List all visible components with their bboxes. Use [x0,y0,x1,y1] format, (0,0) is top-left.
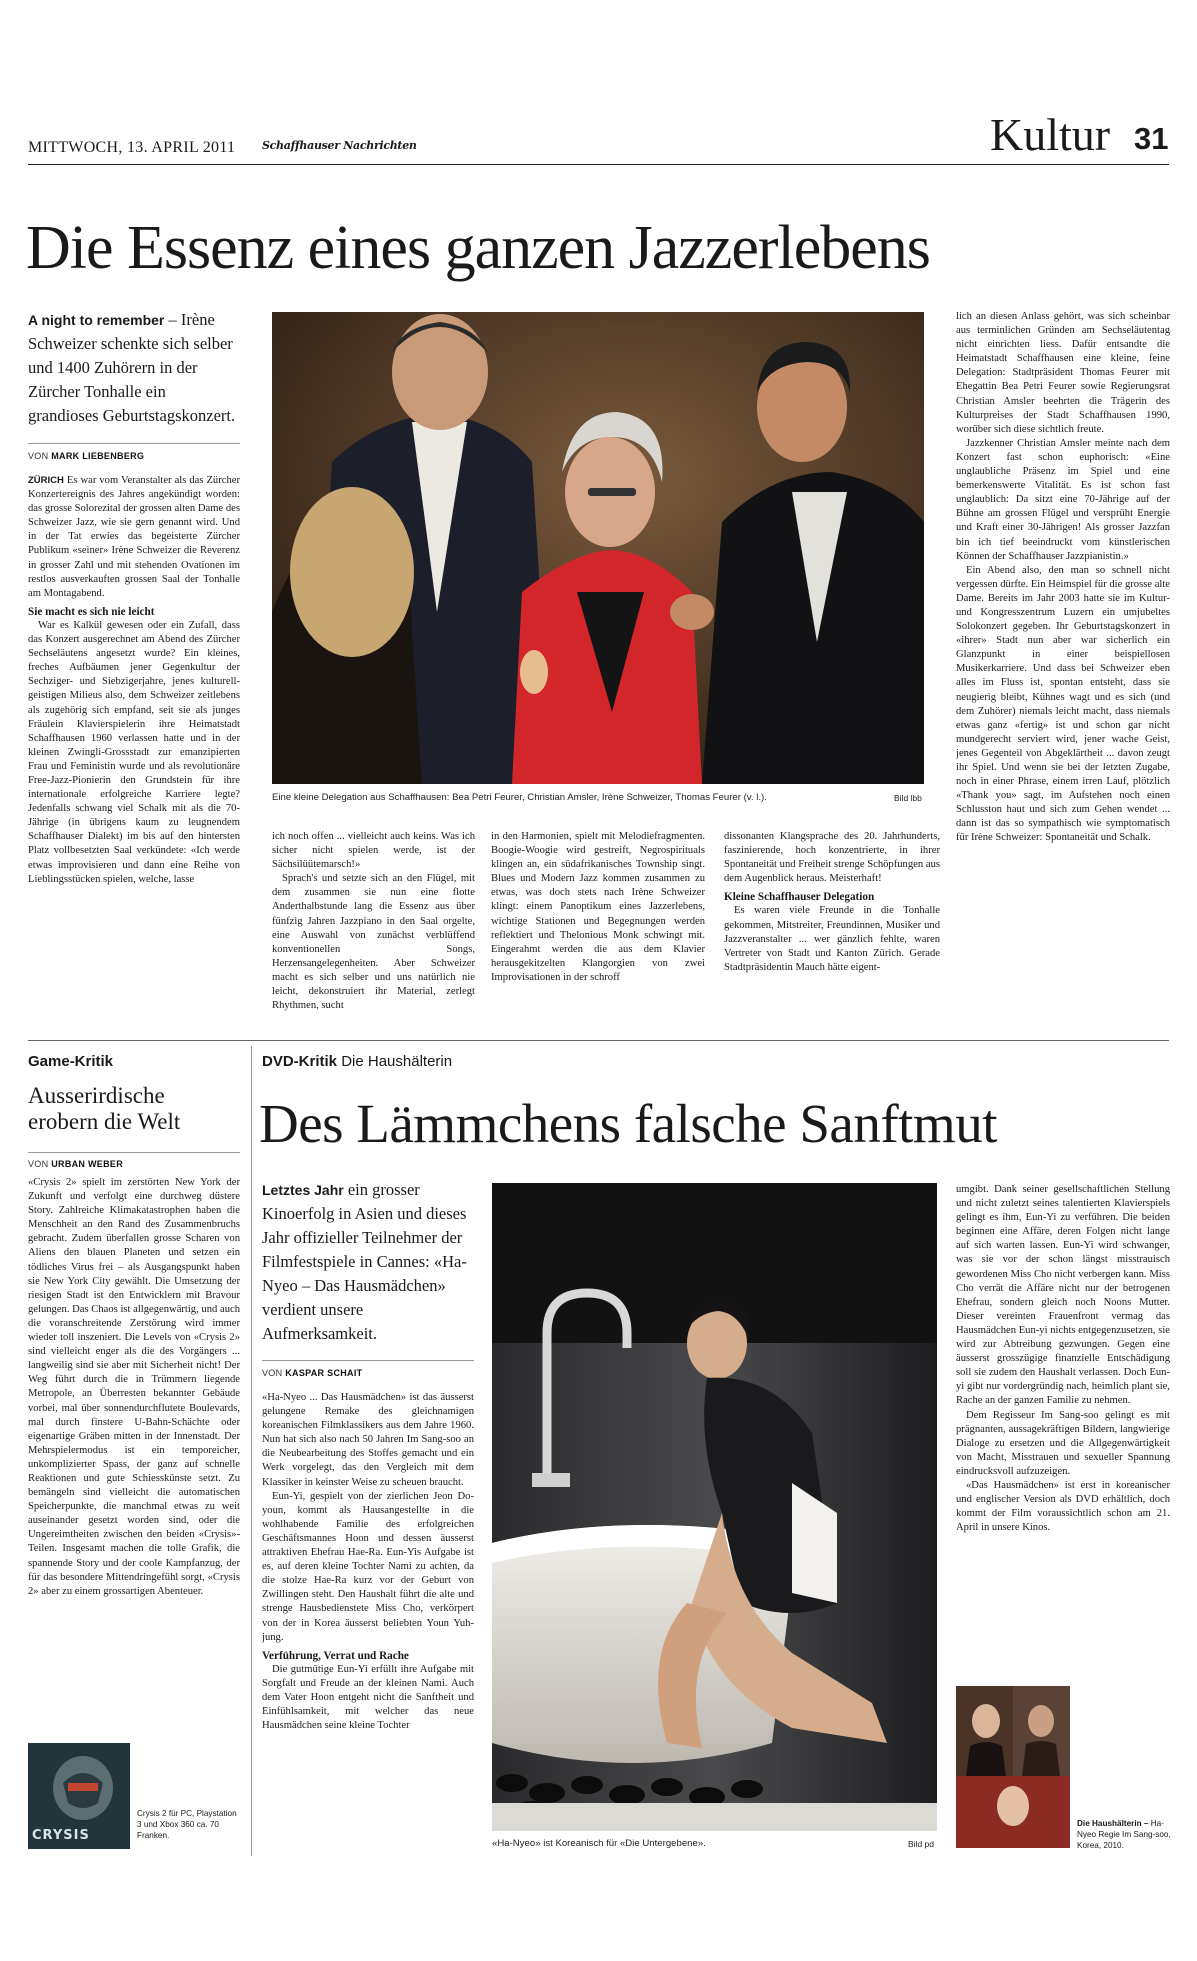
dvd-cover-art [956,1686,1070,1848]
article-column-2 [272,830,475,1030]
crysis-logo: CRYSIS [32,1828,90,1843]
paragraph: Es waren viele Freunde in die Tonhalle gekommen, Mitstreiter, Freundinnen, Musiker und Jazzveranstalter ... wer gänzlich fehlte, waren Vertreter von Stadt und Kanton Zürich. Gerade Stadtpräsidentin Mauch hätte eigent- [724,905,940,973]
dvd-cover [956,1686,1070,1848]
paragraph: dissonanten Klangsprache des 20. Jahrhunderts, faszinierende, hoch konzentrierte, in ihrer Spontaneität und Freiheit strenge Schöpfungen aus dem Augenblick heraus. Meisterhaft! [724,831,940,885]
paragraph: Dem Regisseur Im Sang-soo gelingt es mit prägnanten, aussagekräftigen Bildern, langwierige Dialoge zu ersetzen und die Allgegenwärtigkeit von Macht, Misstrauen und sexueller Spannung eindrucksvoll aufzuzeigen. [956,1409,1170,1477]
paragraph [28,474,240,601]
byline-prefix: VON [262,1368,286,1378]
author: MARK LIEBENBERG [51,451,145,461]
paragraph: Sprach's und setzte sich an den Flügel, mit dem zusammen sie nun eine flotte Anderthalbstunde lang die Essenz aus über fünfzig Jahren Jazzpiano in den Saal orgelte, eine Auswahl von zunächst verblüffend konventionellen Songs, Herzensangelegenheiten. Aber Schweizer macht es sich selber und uns natürlich nie leicht, dekonstruiert ihr Material, zerlegt Rhythmen, sucht [272,873,475,1012]
game-image-caption: Crysis 2 für PC, Playstation 3 und Xbox 360 ca. 70 Franken. [137,1809,237,1840]
dvd-cover-caption [1077,1818,1171,1851]
delegation-photo-art [272,312,924,784]
paragraph: Eun-Yi, gespielt von der zierlichen Jeon Do-youn, kommt als Hausangestellte in die wohlhabende Familie des erfolgreichen Geschäftsmannes Hoon und dessen äusserst attraktiven Ehefrau Hae-Ra. Eun-Yis Aufgabe ist es, auf deren kleine Tochter Nami zu achten, da die stolze Hae-Ra kurz vor der Geburt von Zwillingen steht. Den Haushalt führt die alte und strenge Hausbedienstete Miss Cho, verkörpert von der in Korea äusserst beliebten Youn Yuh-jung. [262,1490,474,1643]
byline [28,451,144,461]
dvd-photo-caption: «Ha-Nyeo» ist Koreanisch für «Die Untergebene». [492,1838,706,1849]
paragraph: «Das Hausmädchen» ist erst in koreanischer und englischer Version als DVD erhältlich, doch kommt der Film voraussichtlich schon am 21. April in unsere Kinos. [956,1479,1170,1534]
paragraph: ich noch offen ... vielleicht auch keins. Was ich sicher nicht spielen werde, ist der Sächsilüütemarsch!» [272,831,475,871]
game-kicker: Game-Kritik [28,1053,114,1070]
issue-date: MITTWOCH, 13. APRIL 2011 [28,139,236,156]
byline-prefix: VON [28,451,52,461]
teaser-lead: A night to remember [28,312,165,328]
paragraph: Ein Abend also, den man so schnell nicht vergessen dürfte. Ein Heimspiel für die grosse alte Dame. Bereits im Jahr 2003 hatte sie im Kultur- und Kongresszentrum Luzern ein umjubeltes Solokonzert gegeben. Ihr Geburtstagskonzert in «ihrer» Stadt nun aber war sicherlich ein Glanzpunkt in einer beispiellosen Musikerkarriere. Und dass bei Schweizer eben alles im Fluss ist, spontan entsteht, dass sie neugierig bleibt, Kühnes wagt und es sich (und dem Zuhörer) niemals leicht macht, dass niemals etwas ganz «fertig» ist und schon gar nicht mundgerecht serviert wird, jener wache Geist, jenes Gegenteil von Abgeklärtheit ... davon zeugt ihr Spiel. Und wenn sie bei der letzten Zugabe, noch in einer Phrase, einem irren Lauf, plötzlich «Thank you» sagt, im Aufstehen noch einen Schlusston haut und sich zum Gehen wendet ... dann ist das so sympathisch wie symptomatisch für Irène Schweizer: Spontaneität und Schalk. [956,564,1170,844]
paragraph: War es Kalkül gewesen oder ein Zufall, dass das Konzert ausgerechnet am Abend des Zürcher Sechseläutens angesetzt wurde? Ein kleines, freches Aufbäumen jener Gegenkultur der Sechziger- und Siebzigerjahre, jenes kulturell-geistigen Milieus also, dem Schweizer zeitlebens als zugehörig sich empfand, seit sie als junges Fräulein Klavierspielerin ihre Heimatstadt Schaffhausen 1960 verlassen hatte und in der kleinen Zwingli-Grossstadt zur emanzipierten Frau und Feministin wurde und als revolutionäre Free-Jazz-Pionierin den Grundstein für ihre internationale erfolgreiche Karriere legte? Jedenfalls schwang viel Schalk mit als die 70-Jährige (in übrigens kaum zu leugnendem Schaffhauser Dialekt) im bis auf den hintersten Platz vollbesetzten Saal verkündete: «Ich werde etwas improvisieren und dann eine Reihe von Lieblingsstücken spielen, welche, lasse [28,619,240,885]
byline-rule [28,443,240,444]
dvd-photo-credit: Bild pd [908,1839,934,1849]
dvd-kicker-label: DVD-Kritik [262,1053,338,1070]
teaser-lead: Letztes Jahr [262,1182,344,1198]
author: URBAN WEBER [51,1159,124,1169]
paper-logo: Schaffhauser Nachrichten [262,139,417,152]
article-column-5 [956,310,1170,1030]
photo-credit: Bild lbb [894,793,922,803]
housemaid-photo [492,1183,937,1831]
crysis-cover [28,1743,130,1849]
teaser-text: ein grosser Kinoerfolg in Asien und dieses Jahr offizieller Teilnehmer der Filmfestspiele in Cannes: «Ha-Nyeo – Das Hausmädchen» verdient unsere Aufmerksamkeit. [262,1180,467,1343]
delegation-photo [272,312,924,784]
dateline: ZÜRICH [28,475,64,486]
article-headline: Die Essenz eines ganzen Jazzerlebens [26,214,930,282]
dvd-kicker-title: Die Haushälterin [341,1053,453,1070]
section-title: Kultur [990,109,1111,160]
paragraph: Die gutmütige Eun-Yi erfüllt ihre Aufgabe mit Sorgfalt und Freude an der kleinen Nami. Auch dem Vater Hoon entgeht nicht die Sanftheit und Einfühlsamkeit, mit welcher das neue Hausmädchen seine kleine Tochter [262,1663,474,1732]
article-column-1 [28,474,240,1030]
paragraph: «Crysis 2» spielt im zerstörten New York der Zukunft und verfolgt eine durchweg düstere Story. Zahlreiche Klimakatastrophen haben die Menschheit an den Rand des Zusammenbruchs gebracht. Zudem überfallen grosse Scharen von Aliens den blauen Planeten und setzen ein tödliches Virus frei – als Ausgangspunkt haben sie New York City gewählt. Die Umsetzung der riesigen Stadt ist den Entwicklern mit Bravour gelungen. Das Chaos ist allgegenwärtig, und auch die voranschreitende Zerstörung wird immer wieder toll inszeniert. Die Levels von «Crysis 2» sind vielleicht enger als die des Vorgängers ... langweilig sind sie aber mit Sicherheit nicht! Der Weg führt durch die in Trümmern liegende Metropole, an Überresten bekannter Gebäude vorbei, mal über sonnendurchflutete Boulevards, mal durch finstere U-Bahn-Schächte oder eigenartige Gräben mitten in der Innenstadt. Der Mehrspielermodus ist ein temporeicher, unkomplizierter Spass, der ganz auf schnelle Reaktionen und gute Schiesskünste setzt. Zu bemängeln sind vielleicht die automatischen Speicherpunkte, die manchmal etwas zu weit auseinander gesetzt worden sind, oder die Ungereimtheiten zwischen den beiden «Crysis»-Teilen. Insgesamt machen die tolle Grafik, die spannende Story und der coole Kampfanzug, der für das besondere Mittendringefühl sorgt, «Crysis 2» aber zu einem grossartigen Abenteuer. [28,1177,240,1597]
section-divider [28,1040,1169,1041]
photo-caption: Eine kleine Delegation aus Schaffhausen: Bea Petri Feurer, Christian Amsler, Irène Schweizer, Thomas Feurer (v. l.). [272,792,767,803]
article-column-4 [724,830,940,1030]
paragraph: umgibt. Dank seiner gesellschaftlichen Stellung und nicht zuletzt seines talentierten Klavierspiels gelingt es ihm, Eun-Yi zu verführen. Die beiden beginnen eine Affäre, deren Folgen nicht lange auf sich warten lassen. Eun-Yi wird schwanger, was sie vor der schon längst misstrauisch gewordenen Miss Cho nicht verbergen kann. Miss Cho verrät die Affäre nicht nur der betrogenen Ehefrau, sondern gleich noch Noons Mutter. Dieser vereinten Frauenfront vermag das Hausmädchen Eun-yi nichts entgegenzusetzen, sie wird zur Abtreibung gezwungen. Gegen eine äusserst grosszügige finanzielle Entschädigung soll sie zudem den Haushalt verlassen. Doch Eun-yi gibt nur vordergründig nach, heimlich plant sie, Rache an der ganzen Familie zu nehmen. [956,1184,1170,1407]
page-number: 31 [1134,121,1169,156]
dvd-kicker [262,1053,452,1070]
masthead-rule [28,164,1169,165]
game-byline [28,1159,123,1169]
game-body [28,1176,240,1734]
article-teaser [28,308,240,428]
subheading: Verführung, Verrat und Rache [262,1649,409,1662]
article-column-3 [491,830,705,1030]
paragraph: «Ha-Nyeo ... Das Hausmädchen» ist das äusserst gelungene Remake des gleichnamigen koreanischen Filmklassikers aus dem Jahre 1960. Nun hat sich also nach 50 Jahren Im Sang-soo an die Neubearbeitung des Stoffes gemacht und ein Werk vorgelegt, das den Vergleich mit dem Klassiker in keinster Weise zu scheuen braucht. [262,1392,474,1488]
housemaid-photo-art [492,1183,937,1831]
subheading: Sie macht es sich nie leicht [28,605,155,618]
teaser-text: – Irène Schweizer schenkte sich selber und 1400 Zuhörern in der Zürcher Tonhalle ein grandioses Geburtstagskonzert. [28,310,236,425]
dvd-headline: Des Lämmchens falsche Sanftmut [259,1093,997,1154]
dvd-teaser [262,1178,474,1346]
column-divider [251,1046,252,1856]
author: KASPAR SCHAIT [285,1368,363,1378]
dvd-byline [262,1368,362,1378]
paragraph: Jazzkenner Christian Amsler meinte nach dem Konzert fast schon euphorisch: «Eine unglaubliche Präsenz im Spiel und eine bemerkenswerte Vitalität. Es ist schon fast unglaublich: Da sitzt eine 70-Jährige auf der Bühne am grossen Flügel und versprüht Energie und Kraft einer 30-Jährigen! Als grosser Jazzfan bin ich tief beeindruckt vom künstlerischen Können der Schaffhauser Jazzpianistin.» [956,437,1170,562]
byline-rule [262,1360,474,1361]
paragraph: lich an diesen Anlass gehört, was sich scheinbar aus terminlichen Gründen am Sechseläutentag nicht einrichten liess. Dafür entsandte die Heimatstadt Schaffhausen eine kleine, feine Delegation: Stadtpräsident Thomas Feurer mit Ehegattin Bea Petri Feurer sowie Regierungsrat Christian Amsler beehrten die Trägerin des Kulturpreises der Stadt Schaffhausen 1990, worüber sich diese sichtlich freute. [956,311,1170,435]
subheading: Kleine Schaffhauser Delegation [724,891,875,904]
dvd-column-1 [262,1391,474,1851]
paragraph-text: Es war vom Veranstalter als das Zürcher Konzertereignis des Jahres angekündigt worden: das grosse Solorezital der grossen alten Dame des Schweizer Jazz, wie sie gern genannt wird. Und in der Tat erwies das begeisterte Zürcher Publikum «seiner» Irène Schweizer die Reverenz in grosser Zahl und mit stehenden Ovationen im restlos ausverkauften grossen Saal der Tonhalle am Montagabend. [28,475,240,599]
dvd-caption-text: Ha-Nyeo Regie Im Sang-soo, Korea, 2010. [1077,1819,1171,1850]
game-headline: Ausserirdische erobern die Welt [28,1083,181,1134]
dvd-caption-title: Die Haushälterin – [1077,1819,1149,1828]
dvd-column-2 [956,1183,1170,1663]
byline-rule [28,1152,240,1153]
paragraph: in den Harmonien, spielt mit Melodiefragmenten. Boogie-Woogie wird gestreift, Negrospirituals klingen an, ein südafrikanisches Township singt. Blues und Modern Jazz kommen zusammen zu etwas, was doch stets nach Irène Schweizer klingt: einem Panoptikum eines Jazzerlebens, wichtige Stationen und Begegnungen werden reflektiert und Thelonious Monk schwingt mit. Eingerahmt werden die aus dem Klavier herausgekitzelten Klangorgien von zwei Improvisationen in der schroff [491,831,705,983]
byline-prefix: VON [28,1159,52,1169]
